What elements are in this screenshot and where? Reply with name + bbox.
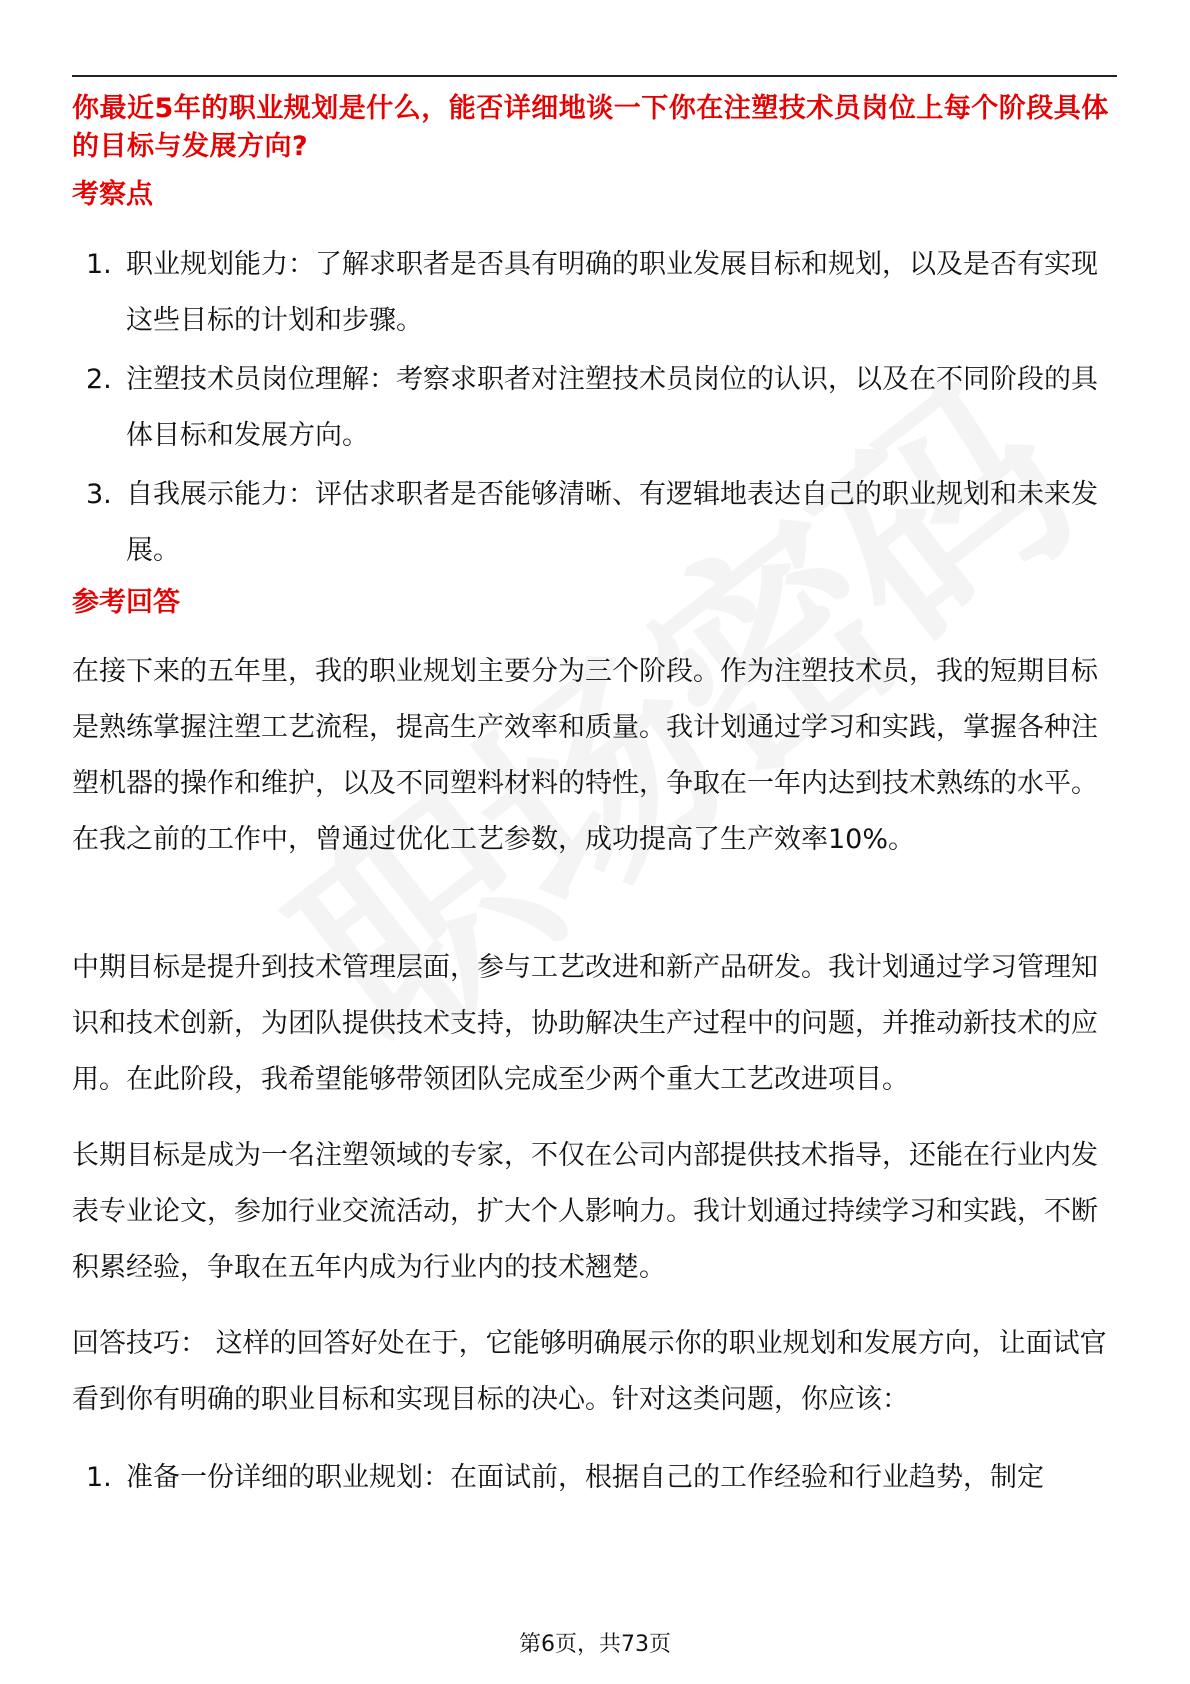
assessment-heading: 考察点 [72,179,153,210]
top-divider [72,75,1117,77]
question-title: 你最近5年的职业规划是什么，能否详细地谈一下你在注塑技术员岗位上每个阶段具体的目标与发展方向? [72,93,1109,162]
answer-heading: 参考回答 [72,587,180,618]
list-number: 3. [86,479,112,510]
tips-item [72,1450,1122,1506]
list-item-text: 自我展示能力：评估求职者是否能够清晰、有逻辑地表达自己的职业规划和未来发展。 [126,479,1098,566]
list-number: 1. [86,1462,112,1493]
answer-tips-paragraph: 回答技巧： 这样的回答好处在于，它能够明确展示你的职业规划和发展方向，让面试官看到你有明确的职业目标和实现目标的决心。针对这类问题，你应该： [72,1328,1107,1415]
list-item-text: 职业规划能力：了解求职者是否具有明确的职业发展目标和规划，以及是否有实现这些目标的计划和步骤。 [126,249,1098,336]
page-footer: 第6页，共73页 [519,1632,671,1657]
answer-paragraph-2: 中期目标是提升到技术管理层面，参与工艺改进和新产品研发。我计划通过学习管理知识和技术创新，为团队提供技术支持，协助解决生产过程中的问题，并推动新技术的应用。在此阶段，我希望能够带领团队完成至少两个重大工艺改进项目。 [72,952,1098,1095]
assessment-list [72,237,1122,582]
answer-paragraph-3: 长期目标是成为一名注塑领域的专家，不仅在公司内部提供技术指导，还能在行业内发表专业论文，参加行业交流活动，扩大个人影响力。我计划通过持续学习和实践，不断积累经验，争取在五年内成为行业内的技术翘楚。 [72,1140,1098,1283]
assessment-item [72,352,1122,464]
list-item-text: 准备一份详细的职业规划：在面试前，根据自己的工作经验和行业趋势，制定 [126,1462,1044,1493]
assessment-item [72,237,1122,349]
list-number: 2. [86,364,112,395]
list-item-text: 注塑技术员岗位理解：考察求职者对注塑技术员岗位的认识，以及在不同阶段的具体目标和发展方向。 [126,364,1098,451]
tips-list [72,1450,1122,1509]
list-number: 1. [86,249,112,280]
answer-paragraph-1: 在接下来的五年里，我的职业规划主要分为三个阶段。作为注塑技术员，我的短期目标是熟练掌握注塑工艺流程，提高生产效率和质量。我计划通过学习和实践，掌握各种注塑机器的操作和维护，以及不同塑料材料的特性，争取在一年内达到技术熟练的水平。在我之前的工作中，曾通过优化工艺参数，成功提高了生产效率10%。 [72,656,1098,855]
assessment-item [72,467,1122,579]
